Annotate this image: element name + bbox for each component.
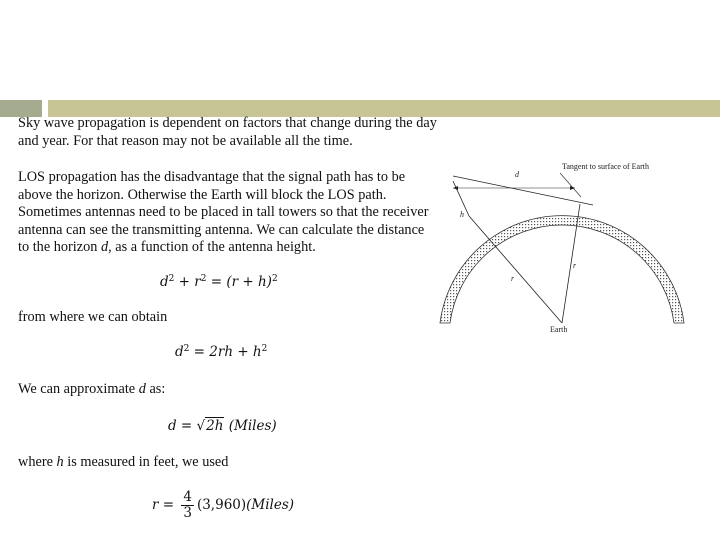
paragraph-los bbox=[18, 169, 438, 257]
eq1-rhs: = (r + h) bbox=[206, 274, 272, 290]
eq2-exp1: 2 bbox=[183, 344, 190, 354]
approx-text: We can approximate bbox=[18, 381, 139, 397]
eq2-lhs: d bbox=[175, 344, 184, 360]
where-var: h bbox=[56, 454, 64, 470]
equation-expanded bbox=[175, 344, 267, 360]
eq2-exp2: 2 bbox=[261, 344, 268, 354]
fraction-four-thirds bbox=[181, 490, 194, 521]
r-label-right: r bbox=[573, 261, 577, 270]
where-end: is measured in feet, we used bbox=[63, 454, 229, 470]
text-approximate bbox=[18, 381, 165, 399]
equation-pythagoras bbox=[160, 274, 278, 290]
equation-approximation bbox=[168, 418, 277, 434]
r-label-left: r bbox=[511, 274, 515, 283]
tangent-line bbox=[453, 176, 593, 205]
approx-var: d bbox=[138, 381, 146, 397]
eq3-lhs: d = bbox=[168, 418, 197, 434]
var-d: d bbox=[100, 239, 109, 256]
eq1-lhs: d bbox=[160, 274, 169, 290]
paragraph-los-end: , as a function of the antenna height. bbox=[108, 239, 316, 256]
frac-numerator: 4 bbox=[183, 489, 192, 505]
where-text: where bbox=[18, 454, 57, 470]
eq1-exp3: 2 bbox=[271, 274, 278, 284]
sqrt-symbol: √ bbox=[196, 418, 206, 434]
eq1-exp1: 2 bbox=[168, 274, 175, 284]
h-label: h bbox=[460, 210, 464, 219]
earth-crust-band bbox=[440, 216, 684, 323]
eq4-lhs: r = bbox=[152, 497, 179, 513]
equation-earth-radius bbox=[152, 490, 294, 521]
frac-denominator: 3 bbox=[183, 505, 192, 521]
eq3-units: (Miles) bbox=[224, 418, 277, 434]
eq4-units: (Miles) bbox=[246, 497, 295, 513]
d-label: d bbox=[515, 170, 519, 179]
tangent-label: Tangent to surface of Earth bbox=[562, 162, 649, 171]
text-where-h bbox=[18, 454, 228, 472]
earth-label: Earth bbox=[550, 325, 568, 334]
eq2-rhs: = 2rh + h bbox=[189, 344, 262, 360]
approx-end: as: bbox=[145, 381, 166, 397]
eq1-exp2: 2 bbox=[200, 274, 207, 284]
earth-horizon-diagram bbox=[435, 155, 695, 335]
paragraph-sky-wave: Sky wave propagation is dependent on factors that change during the day and year. For that reason may not be available all the time. bbox=[18, 115, 437, 149]
paragraph-los-text: LOS propagation has the disadvantage that the signal path has to be above the horizon. Otherwise the Earth will block the LOS path. Sometimes antennas need to be placed in tall towers so that the receiver antenna can see the transmitting antenna. We can calculate the distance to the horizon bbox=[18, 169, 429, 256]
eq1-plus: + r bbox=[174, 274, 201, 290]
eq3-radicand: 2h bbox=[206, 418, 224, 434]
tangent-leader bbox=[560, 173, 581, 197]
text-from-where: from where we can obtain bbox=[18, 309, 168, 325]
eq4-value: (3,960) bbox=[196, 497, 247, 513]
